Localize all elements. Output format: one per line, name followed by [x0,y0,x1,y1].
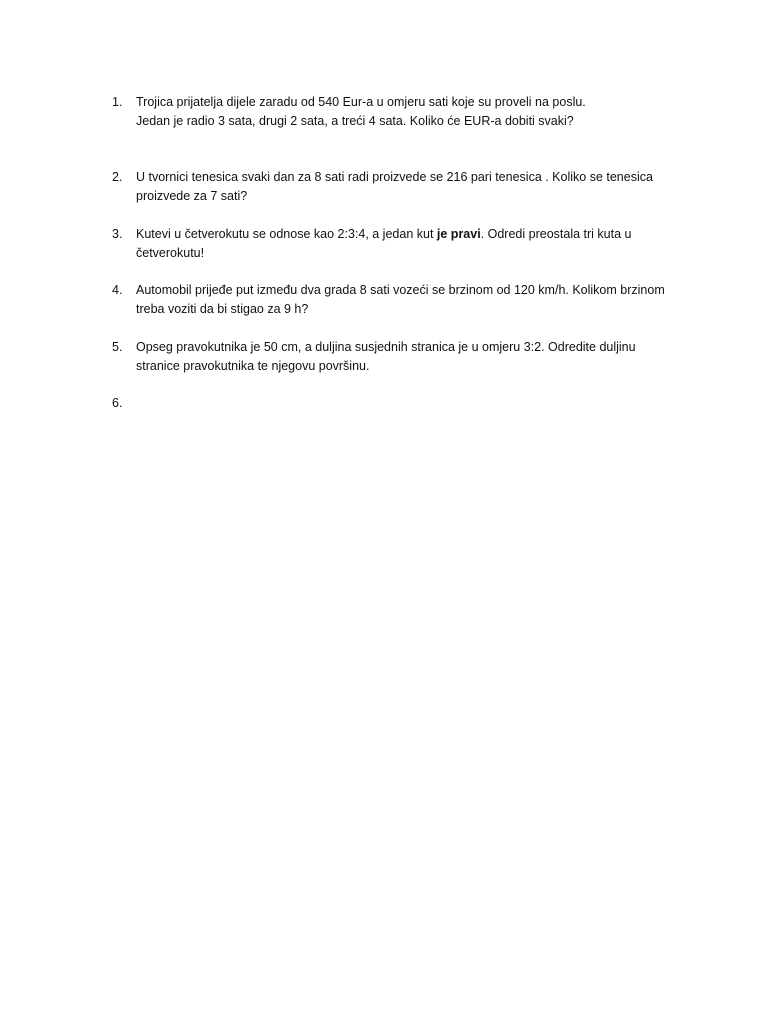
problem-4 [112,281,712,318]
problem-text [136,281,712,318]
problem-line: treba voziti da bi stigao za 9 h? [136,301,309,316]
problem-text [136,225,712,262]
problem-line: četverokutu! [136,245,205,260]
problem-number: 5. [112,340,123,354]
problem-line [136,225,712,244]
problem-text-segment: Kutevi u četverokutu se odnose kao 2:3:4, a jedan kut [136,227,437,241]
problem-number: 6. [112,396,123,410]
problem-line: Opseg pravokutnika je 50 cm, a duljina susjednih stranica je u omjeru 3:2. Odredite duljinu [136,340,636,354]
problem-line: Automobil prijeđe put između dva grada 8 sati vozeći se brzinom od 120 km/h. Kolikom brzinom [136,283,665,297]
problem-line: proizvede za 7 sati? [136,188,248,203]
problem-line: stranice pravokutnika te njegovu površinu. [136,358,370,373]
problem-5 [112,338,712,375]
problem-line: U tvornici tenesica svaki dan za 8 sati radi proizvede se 216 pari tenesica . Koliko se tenesica [136,170,653,184]
problem-6 [112,394,712,413]
problem-text [136,338,712,375]
problem-text [136,394,712,413]
problem-number: 2. [112,170,123,184]
problem-text [136,93,712,130]
problem-2 [112,168,712,205]
problem-line: Trojica prijatelja dijele zaradu od 540 Eur-a u omjeru sati koje su proveli na poslu. [136,95,586,109]
problem-text [136,168,712,205]
problem-3 [112,225,712,262]
problem-text-segment: . Odredi preostala tri kuta u [480,227,632,241]
problem-number: 3. [112,227,123,241]
problem-number: 4. [112,283,123,297]
problem-line: Jedan je radio 3 sata, drugi 2 sata, a treći 4 sata. Koliko će EUR-a dobiti svaki? [136,113,574,128]
problem-number: 1. [112,95,123,109]
bold-emphasis: je pravi [436,227,481,241]
problem-1 [112,93,712,130]
